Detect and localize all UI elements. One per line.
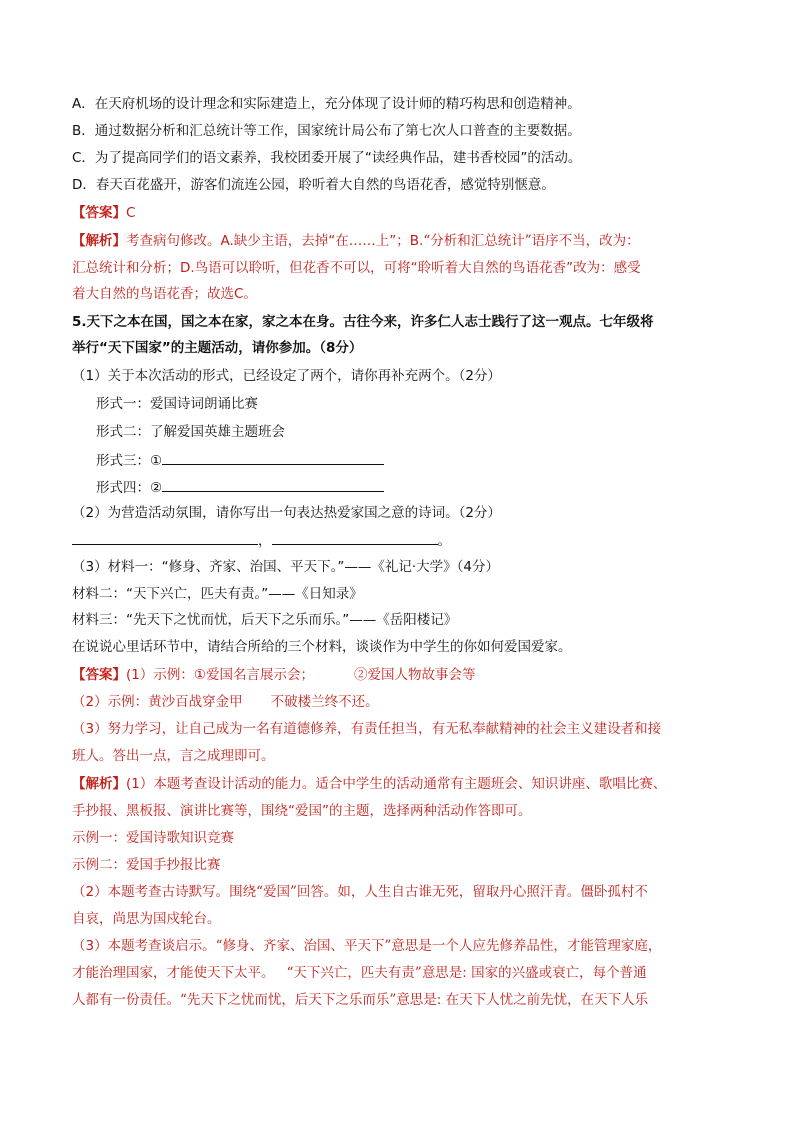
comma: ， — [258, 533, 272, 549]
q4-analysis-line-3: 着大自然的鸟语花香；故选C。 — [72, 286, 257, 302]
analysis-text: 意思是: 国家的兴盛或衰亡，每个普通 — [421, 965, 647, 981]
analysis-text: 才能治理国家，才能使天下太平。 — [72, 965, 275, 981]
example-1: 示例一：爱国诗歌知识竞赛 — [72, 830, 234, 846]
q5-answer-line-2 — [72, 692, 379, 712]
answer-text: 不破楼兰终不还。 — [270, 694, 379, 710]
form-3-blank[interactable] — [162, 450, 384, 465]
analysis-label: 【解析】 — [72, 233, 126, 249]
analysis-text: “先天下之忧而忧，后天下之乐而乐” — [180, 992, 397, 1008]
material-3: 材料三：“先天下之忧而忧，后天下之乐而乐。”——《岳阳楼记》 — [72, 612, 458, 628]
q5-part3: 在说说心里话环节中，请结合所给的三个材料，谈谈作为中学生的你如何爱国爱家。 — [72, 639, 572, 655]
analysis-text: 考查病句修改。A.缺少主语，去掉“在……上”；B. — [126, 233, 424, 249]
analysis-text: （3）本题考查谈启示。 — [72, 938, 216, 954]
q5-stem-line-2: 举行“天下国家”的主题活动，请你参加。（8分） — [72, 340, 363, 356]
material-1: （3）材料一：“修身、齐家、治国、平天下。”——《礼记·大学》（4分） — [72, 559, 499, 575]
answer-text: (1）示例：①爱国名言展示会； — [126, 667, 314, 683]
q4-option-a: A．在天府机场的设计理念和实际建造上，充分体现了设计师的精巧构思和创造精神。 — [72, 96, 581, 112]
answer-value: C — [126, 205, 136, 221]
analysis-text: “分析和汇总统计”语序不当，改为： — [423, 233, 640, 249]
form-4 — [96, 477, 384, 498]
q5-analysis-line-8 — [72, 963, 647, 983]
q5-analysis-line-1 — [72, 774, 666, 794]
form-4-label: 形式四：② — [96, 480, 163, 496]
form-3 — [96, 450, 384, 471]
material-2: 材料二：“天下兴亡，匹夫有责。”——《日知录》 — [72, 586, 363, 602]
q4-option-c: C．为了提高同学们的语文素养，我校团委开展了“读经典作品，建书香校园”的活动。 — [72, 150, 582, 166]
answer-label: 【答案】 — [72, 667, 126, 683]
q4-analysis-line-1 — [72, 231, 640, 251]
form-1: 形式一：爱国诗词朗诵比赛 — [96, 396, 258, 412]
q5-part2-blanks — [72, 530, 451, 551]
analysis-text: 回答。如，人生自古谁无死，留取丹心照汗青。僵卧孤村不 — [296, 884, 648, 900]
q5-answer-line-4: 班人。答出一点，言之成理即可。 — [72, 748, 275, 764]
poem-blank-1[interactable] — [72, 530, 258, 545]
analysis-text: （2）本题考查古诗默写。围绕 — [72, 884, 257, 900]
example-2: 示例二：爱国手抄报比赛 — [72, 857, 221, 873]
q5-analysis-line-2: 手抄报、黑板报、演讲比赛等，围绕“爱国”的主题，选择两种活动作答即可。 — [72, 803, 532, 819]
q4-option-b: B．通过数据分析和汇总统计等工作，国家统计局公布了第七次人口普查的主要数据。 — [72, 123, 581, 139]
analysis-text: (1）本题考查设计活动的能力。适合中学生的活动通常有主题班会、知识讲座、歌唱比赛、 — [126, 776, 667, 792]
analysis-label: 【解析】 — [72, 776, 126, 792]
form-2: 形式二：了解爱国英雄主题班会 — [96, 424, 285, 440]
q5-stem-line-1: 5.天下之本在国，国之本在家，家之本在身。古往今来，许多仁人志士践行了这一观点。七年级将 — [72, 314, 654, 330]
q5-analysis-line-6: 自哀，尚思为国戍轮台。 — [72, 911, 221, 927]
analysis-text: “天下兴亡，匹夫有责” — [286, 965, 422, 981]
q5-analysis-line-9 — [72, 990, 648, 1010]
analysis-text: 意思是: 在天下人忧之前先忧，在天下人乐 — [396, 992, 649, 1008]
q5-part1: （1）关于本次活动的形式，已经设定了两个，请你再补充两个。（2分） — [72, 368, 501, 384]
analysis-text: “修身、齐家、治国、平天下” — [215, 938, 392, 954]
period: 。 — [437, 533, 451, 549]
poem-blank-2[interactable] — [272, 530, 438, 545]
analysis-text: 意思是一个人应先修养品性，才能管理家庭， — [391, 938, 662, 954]
answer-text: ②爱国人物故事会等 — [353, 667, 476, 683]
analysis-text: “爱国” — [256, 884, 297, 900]
q4-analysis-line-2: 汇总统计和分析；D.鸟语可以聆听，但花香不可以，可将“聆听着大自然的鸟语花香”改为：感受 — [72, 260, 641, 276]
q4-answer-line — [72, 203, 135, 223]
form-4-blank[interactable] — [162, 477, 384, 492]
analysis-text: 人都有一份责任。 — [72, 992, 180, 1008]
form-3-label: 形式三：① — [96, 453, 163, 469]
q5-analysis-line-7 — [72, 936, 661, 956]
q5-answer-line-3: （3）努力学习，让自己成为一名有道德修养，有责任担当，有无私奉献精神的社会主义建设者和接 — [72, 721, 662, 737]
q5-part2: （2）为营造活动氛围，请你写出一句表达热爱家国之意的诗词。（2分） — [72, 505, 501, 521]
q5-answer-line-1 — [72, 665, 475, 685]
answer-label: 【答案】 — [72, 205, 126, 221]
answer-text: （2）示例：黄沙百战穿金甲 — [72, 694, 243, 710]
q4-option-d: D．春天百花盛开，游客们流连公园，聆听着大自然的鸟语花香，感觉特别惬意。 — [72, 177, 555, 193]
q5-analysis-line-5 — [72, 882, 648, 902]
